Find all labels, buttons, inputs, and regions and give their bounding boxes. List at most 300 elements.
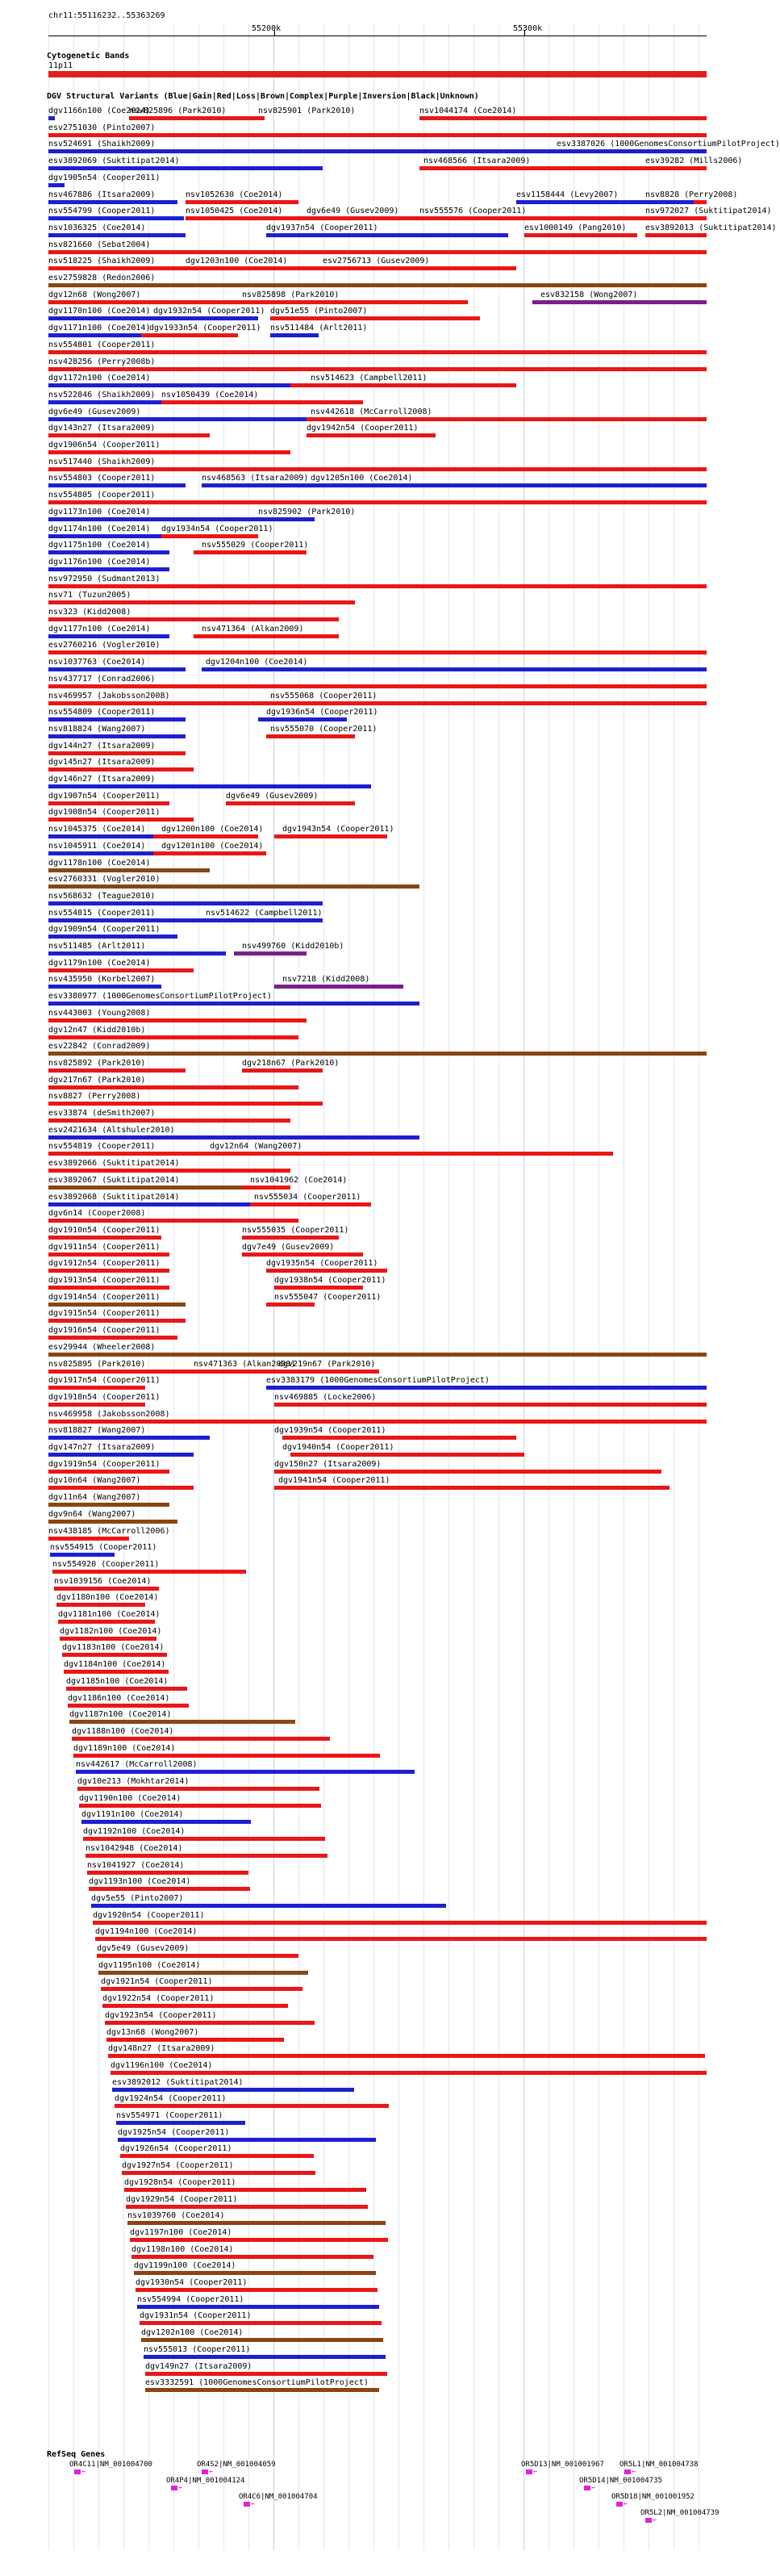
variant-label[interactable]: nsv442617 (McCarroll2008) [76, 1760, 198, 1770]
variant-label[interactable]: nsv1052630 (Coe2014) [186, 190, 283, 199]
variant-label[interactable]: dgv1928n54 (Cooper2011) [124, 2177, 236, 2187]
variant-bar-loss[interactable] [115, 2104, 389, 2108]
variant-label[interactable]: esv2421634 (Altshuler2010) [48, 1125, 175, 1135]
variant-bar-loss[interactable] [226, 801, 355, 805]
variant-label[interactable]: esv1158444 (Levy2007) [516, 190, 619, 199]
variant-bar-loss[interactable] [97, 1954, 298, 1958]
variant-bar-loss[interactable] [274, 834, 387, 838]
variant-label[interactable]: nsv825896 (Park2010) [129, 107, 227, 115]
variant-label[interactable]: dgv1906n54 (Cooper2011) [48, 441, 161, 450]
variant-label[interactable]: dgv5e55 (Pinto2007) [91, 1893, 184, 1903]
variant-bar-loss[interactable] [186, 1370, 274, 1374]
variant-label[interactable]: esv3892069 (Suktitipat2014) [48, 157, 180, 166]
variant-label[interactable]: dgv1927n54 (Cooper2011) [122, 2161, 234, 2171]
variant-label[interactable]: dgv5e49 (Gusev2009) [97, 1944, 190, 1953]
variant-bar-gain[interactable] [242, 149, 707, 153]
variant-label[interactable]: dgv1180n100 (Coe2014) [56, 1593, 159, 1603]
variant-bar-loss[interactable] [106, 2038, 284, 2042]
variant-bar-gain[interactable] [266, 233, 508, 237]
variant-label[interactable]: nsv972027 (Suktitipat2014) [645, 207, 772, 216]
variant-label[interactable]: esv832158 (Wong2007) [540, 290, 638, 299]
variant-bar-loss[interactable] [89, 1887, 250, 1891]
gene-label[interactable]: OR4P4|NM_001004124 [166, 2477, 245, 2485]
variant-label[interactable]: nsv1050425 (Coe2014) [186, 207, 283, 216]
gene-label[interactable]: OR5D18|NM_001001952 [611, 2493, 694, 2501]
gene-feature[interactable] [624, 2469, 631, 2474]
variant-label[interactable]: esv3892012 (Suktitipat2014) [112, 2077, 244, 2087]
variant-label[interactable]: nsv443003 (Young2008) [48, 1008, 151, 1018]
variant-label[interactable]: nsv1044174 (Coe2014) [419, 107, 517, 115]
variant-label[interactable]: dgv1937n54 (Cooper2011) [266, 223, 378, 232]
variant-label[interactable]: dgv148n27 (Itsara2009) [108, 2044, 215, 2054]
gene-feature[interactable] [526, 2469, 532, 2474]
variant-label[interactable]: dgv1205n100 (Coe2014) [311, 474, 413, 483]
variant-label[interactable]: nsv555576 (Cooper2011) [419, 207, 527, 216]
variant-bar-loss[interactable] [83, 1837, 325, 1841]
variant-bar-loss[interactable] [153, 851, 266, 855]
variant-label[interactable]: nsv554920 (Cooper2011) [52, 1559, 160, 1569]
variant-label[interactable]: dgv10e213 (Mokhtar2014) [77, 1777, 190, 1786]
variant-label[interactable]: nsv554971 (Cooper2011) [116, 2111, 223, 2120]
variant-label[interactable]: esv22842 (Conrad2009) [48, 1042, 151, 1052]
variant-bar-complex[interactable] [98, 1971, 308, 1975]
variant-label[interactable]: dgv150n27 (Itsara2009) [274, 1459, 382, 1469]
variant-label[interactable]: dgv1931n54 (Cooper2011) [140, 2311, 252, 2321]
variant-label[interactable]: dgv1917n54 (Cooper2011) [48, 1376, 161, 1386]
variant-bar-complex[interactable] [145, 2388, 379, 2392]
variant-label[interactable]: dgv51e55 (Pinto2007) [270, 307, 368, 316]
variant-label[interactable]: dgv1929n54 (Cooper2011) [126, 2194, 238, 2204]
variant-bar-gain[interactable] [48, 517, 258, 521]
variant-bar-loss[interactable] [48, 1018, 307, 1022]
variant-label[interactable]: dgv1201n100 (Coe2014) [161, 841, 264, 851]
variant-label[interactable]: nsv437717 (Conrad2006) [48, 674, 156, 684]
variant-bar-loss[interactable] [258, 116, 265, 120]
variant-bar-loss[interactable] [48, 1486, 194, 1490]
variant-label[interactable]: dgv1187n100 (Coe2014) [69, 1710, 172, 1720]
variant-label[interactable]: dgv1907n54 (Cooper2011) [48, 791, 161, 801]
variant-bar-loss[interactable] [48, 968, 194, 972]
variant-label[interactable]: dgv1925n54 (Cooper2011) [118, 2127, 230, 2137]
variant-bar-gain[interactable] [48, 985, 161, 989]
variant-bar-loss[interactable] [145, 2372, 387, 2376]
variant-bar-gain[interactable] [48, 734, 186, 738]
variant-label[interactable]: dgv1923n54 (Cooper2011) [105, 2010, 217, 2020]
variant-bar-gain[interactable] [48, 1135, 419, 1140]
variant-label[interactable]: dgv1181n100 (Coe2014) [58, 1610, 161, 1619]
variant-label[interactable]: esv2760216 (Vogler2010) [48, 641, 161, 650]
variant-bar-loss[interactable] [86, 1854, 327, 1858]
variant-label[interactable]: nsv1039760 (Coe2014) [127, 2211, 225, 2221]
variant-bar-gain[interactable] [48, 383, 290, 387]
variant-label[interactable]: nsv469958 (Jakobsson2008) [48, 1409, 170, 1419]
variant-bar-loss[interactable] [102, 2004, 288, 2008]
variant-label[interactable]: dgv1932n54 (Cooper2011) [153, 307, 265, 316]
variant-label[interactable]: nsv555034 (Cooper2011) [254, 1192, 361, 1202]
variant-label[interactable]: nsv825898 (Park2010) [242, 290, 340, 299]
variant-bar-loss[interactable] [48, 1537, 129, 1541]
gene-label[interactable]: OR4C6|NM_001004704 [239, 2493, 318, 2501]
variant-label[interactable]: dgv6e49 (Gusev2009) [48, 407, 141, 416]
gene-label[interactable]: OR4C11|NM_001004700 [69, 2461, 152, 2469]
variant-bar-gain[interactable] [81, 1820, 251, 1824]
variant-bar-loss[interactable] [48, 1102, 323, 1106]
variant-label[interactable]: dgv12n64 (Wang2007) [210, 1142, 302, 1152]
variant-label[interactable]: dgv1194n100 (Coe2014) [95, 1927, 198, 1937]
gene-feature[interactable] [616, 2502, 623, 2507]
variant-label[interactable]: nsv821660 (Sebat2004) [48, 240, 151, 249]
variant-label[interactable]: nsv1045911 (Coe2014) [48, 841, 146, 851]
variant-bar-loss[interactable] [274, 1403, 707, 1407]
variant-bar-loss[interactable] [290, 383, 516, 387]
variant-bar-gain[interactable] [76, 1770, 415, 1774]
variant-bar-loss[interactable] [108, 2054, 705, 2058]
variant-label[interactable]: nsv1037763 (Coe2014) [48, 658, 146, 667]
variant-bar-loss[interactable] [266, 1303, 315, 1307]
variant-label[interactable]: nsv438185 (McCarroll2006) [48, 1526, 170, 1536]
variant-label[interactable]: nsv517440 (Shaikh2009) [48, 457, 156, 466]
gene-feature[interactable] [202, 2469, 208, 2474]
gene-feature[interactable] [645, 2518, 652, 2523]
variant-label[interactable]: dgv1176n100 (Coe2014) [48, 557, 151, 567]
variant-bar-inversion[interactable] [234, 951, 307, 956]
variant-bar-loss[interactable] [48, 500, 707, 504]
variant-bar-loss[interactable] [48, 1336, 177, 1340]
variant-label[interactable]: dgv1183n100 (Coe2014) [62, 1643, 165, 1653]
variant-bar-gain[interactable] [258, 717, 347, 721]
variant-label[interactable]: nsv7218 (Kidd2008) [282, 975, 370, 985]
variant-label[interactable]: dgv1909n54 (Cooper2011) [48, 925, 161, 935]
variant-bar-gain[interactable] [48, 851, 153, 855]
variant-bar-complex[interactable] [48, 1520, 177, 1524]
variant-label[interactable]: dgv217n67 (Park2010) [48, 1075, 146, 1085]
variant-label[interactable]: nsv514622 (Campbell2011) [206, 908, 323, 918]
variant-label[interactable]: nsv471364 (Alkan2009) [202, 624, 304, 634]
variant-bar-loss[interactable] [419, 216, 661, 220]
variant-bar-gain[interactable] [48, 567, 169, 571]
variant-bar-gain[interactable] [516, 200, 707, 204]
variant-bar-loss[interactable] [274, 1286, 363, 1290]
variant-bar-loss[interactable] [242, 1068, 323, 1073]
variant-label[interactable]: dgv1930n54 (Cooper2011) [136, 2278, 248, 2287]
gene-feature[interactable] [171, 2486, 177, 2490]
variant-bar-gain[interactable] [266, 1386, 707, 1390]
variant-bar-complex[interactable] [127, 2221, 386, 2225]
gene-label[interactable]: OR5L2|NM_001004739 [640, 2509, 720, 2517]
variant-label[interactable]: nsv1036325 (Coe2014) [48, 223, 146, 232]
variant-label[interactable]: dgv1941n54 (Cooper2011) [278, 1476, 390, 1486]
variant-bar-loss[interactable] [266, 734, 355, 738]
variant-bar-loss[interactable] [290, 1453, 524, 1457]
variant-label[interactable]: nsv8827 (Perry2008) [48, 1092, 141, 1102]
variant-label[interactable]: dgv218n67 (Park2010) [242, 1058, 340, 1068]
variant-label[interactable]: nsv499760 (Kidd2010b) [242, 942, 344, 951]
variant-bar-loss[interactable] [48, 1386, 145, 1390]
variant-bar-gain[interactable] [137, 2305, 379, 2309]
variant-bar-loss[interactable] [79, 1804, 321, 1808]
variant-bar-gain[interactable] [144, 2355, 386, 2359]
variant-label[interactable]: dgv1913n54 (Cooper2011) [48, 1276, 161, 1285]
variant-label[interactable]: dgv6e49 (Gusev2009) [307, 207, 399, 216]
variant-bar-loss[interactable] [131, 2255, 373, 2259]
variant-label[interactable]: nsv524691 (Shaikh2009) [48, 140, 156, 149]
variant-label[interactable]: nsv554803 (Cooper2011) [48, 474, 156, 483]
variant-bar-loss[interactable] [126, 2205, 368, 2209]
variant-bar-loss[interactable] [48, 250, 707, 254]
variant-label[interactable]: nsv554801 (Cooper2011) [48, 340, 156, 349]
variant-label[interactable]: esv3332591 (1000GenomesConsortiumPilotProject) [145, 2378, 369, 2388]
variant-bar-complex[interactable] [48, 283, 707, 287]
variant-bar-loss[interactable] [202, 1152, 613, 1156]
variant-label[interactable]: esv3892067 (Suktitipat2014) [48, 1175, 180, 1185]
variant-label[interactable]: dgv1934n54 (Cooper2011) [161, 524, 273, 533]
variant-bar-loss[interactable] [194, 550, 307, 554]
variant-label[interactable]: dgv1940n54 (Cooper2011) [282, 1443, 394, 1452]
variant-bar-loss[interactable] [48, 133, 707, 137]
variant-label[interactable]: dgv10n64 (Wang2007) [48, 1476, 141, 1486]
variant-bar-complex[interactable] [134, 2271, 376, 2275]
variant-bar-gain[interactable] [48, 935, 177, 939]
variant-bar-loss[interactable] [48, 367, 707, 371]
variant-bar-loss[interactable] [62, 1653, 167, 1657]
variant-label[interactable]: esv1000149 (Pang2010) [524, 223, 627, 232]
variant-bar-complex[interactable] [48, 1303, 186, 1307]
variant-label[interactable]: dgv12n47 (Kidd2010b) [48, 1025, 146, 1035]
variant-bar-loss[interactable] [54, 1587, 159, 1591]
variant-label[interactable]: esv3892066 (Suktitipat2014) [48, 1159, 180, 1169]
variant-bar-loss[interactable] [250, 1202, 371, 1206]
variant-label[interactable]: dgv1184n100 (Coe2014) [64, 1660, 166, 1670]
gene-feature[interactable] [74, 2469, 81, 2474]
variant-bar-gain[interactable] [116, 2121, 245, 2125]
gene-feature[interactable] [584, 2486, 590, 2490]
variant-label[interactable]: esv3383179 (1000GenomesConsortiumPilotProject) [266, 1376, 490, 1386]
variant-label[interactable]: dgv1193n100 (Coe2014) [89, 1877, 191, 1887]
variant-label[interactable]: dgv1921n54 (Cooper2011) [101, 1977, 213, 1987]
variant-label[interactable]: dgv6n14 (Cooper2008) [48, 1209, 146, 1219]
variant-label[interactable]: dgv145n27 (Itsara2009) [48, 758, 156, 767]
variant-label[interactable]: dgv144n27 (Itsara2009) [48, 741, 156, 751]
variant-label[interactable]: dgv1170n100 (Coe2014) [48, 307, 151, 316]
variant-label[interactable]: nsv825892 (Park2010) [48, 1058, 146, 1068]
variant-bar-loss[interactable] [72, 1737, 330, 1741]
variant-label[interactable]: dgv1200n100 (Coe2014) [161, 825, 264, 834]
variant-bar-loss[interactable] [58, 1620, 155, 1624]
variant-label[interactable]: nsv825902 (Park2010) [258, 507, 356, 516]
gene-label[interactable]: OR4S2|NM_001004059 [197, 2461, 276, 2469]
variant-bar-loss[interactable] [77, 1787, 319, 1791]
variant-bar-loss[interactable] [48, 1470, 169, 1474]
variant-bar-loss[interactable] [73, 1754, 380, 1758]
variant-bar-loss[interactable] [48, 801, 169, 805]
variant-bar-loss[interactable] [48, 818, 194, 822]
variant-label[interactable]: nsv825901 (Park2010) [258, 107, 356, 115]
variant-bar-loss[interactable] [194, 634, 339, 638]
variant-bar-complex[interactable] [48, 1503, 169, 1507]
variant-bar-loss[interactable] [161, 534, 258, 538]
variant-bar-gain[interactable] [202, 667, 707, 671]
gene-label[interactable]: OR5D14|NM_001004735 [579, 2477, 662, 2485]
variant-bar-loss[interactable] [68, 1704, 189, 1708]
variant-bar-loss[interactable] [48, 684, 707, 688]
variant-bar-loss[interactable] [48, 1286, 169, 1290]
variant-bar-gain[interactable] [48, 784, 371, 788]
variant-bar-loss[interactable] [48, 1319, 186, 1323]
variant-bar-loss[interactable] [48, 600, 355, 604]
variant-label[interactable]: dgv1939n54 (Cooper2011) [274, 1426, 386, 1436]
variant-bar-gain[interactable] [48, 166, 323, 170]
variant-label[interactable]: nsv8828 (Perry2008) [645, 190, 738, 199]
gene-label[interactable]: OR5D13|NM_001001967 [521, 2461, 604, 2469]
variant-label[interactable]: nsv435950 (Korbel2007) [48, 975, 156, 985]
variant-bar-loss[interactable] [307, 417, 707, 421]
variant-label[interactable]: nsv468563 (Itsara2009) [202, 474, 309, 483]
variant-bar-loss[interactable] [186, 200, 298, 204]
variant-bar-loss[interactable] [186, 216, 307, 220]
variant-bar-loss[interactable] [242, 300, 468, 304]
variant-label[interactable]: dgv1186n100 (Coe2014) [68, 1693, 170, 1703]
variant-label[interactable]: dgv1920n54 (Cooper2011) [93, 1910, 205, 1920]
gene-label[interactable]: OR5L1|NM_001004738 [619, 2461, 699, 2469]
variant-bar-loss[interactable] [141, 333, 238, 337]
variant-label[interactable]: esv3892013 (Suktitipat2014) [645, 223, 777, 232]
variant-label[interactable]: nsv471363 (Alkan2009) [194, 1359, 296, 1369]
variant-bar-loss[interactable] [270, 316, 480, 320]
variant-label[interactable]: dgv7e49 (Gusev2009) [242, 1242, 335, 1252]
variant-bar-gain[interactable] [194, 918, 323, 922]
variant-label[interactable]: nsv442618 (McCarroll2008) [311, 407, 432, 416]
variant-label[interactable]: dgv1942n54 (Cooper2011) [307, 424, 419, 433]
variant-label[interactable]: nsv1042948 (Coe2014) [86, 1843, 183, 1853]
variant-bar-loss[interactable] [48, 617, 339, 621]
variant-bar-loss[interactable] [307, 216, 419, 220]
variant-label[interactable]: dgv1189n100 (Coe2014) [73, 1743, 176, 1753]
variant-bar-loss[interactable] [242, 1186, 290, 1190]
variant-label[interactable]: dgv1171n100 (Coe2014) [48, 324, 151, 333]
variant-bar-gain[interactable] [48, 901, 323, 905]
variant-bar-loss[interactable] [161, 400, 363, 404]
variant-label[interactable]: nsv554809 (Cooper2011) [48, 708, 156, 717]
variant-bar-gain[interactable] [145, 316, 258, 320]
variant-label[interactable]: nsv1039156 (Coe2014) [54, 1576, 152, 1586]
variant-bar-gain[interactable] [48, 1436, 210, 1440]
variant-bar-loss[interactable] [48, 1420, 707, 1424]
variant-bar-loss[interactable] [87, 1871, 248, 1875]
variant-label[interactable]: dgv1190n100 (Coe2014) [79, 1793, 181, 1803]
variant-label[interactable]: dgv149n27 (Itsara2009) [145, 2361, 252, 2371]
variant-label[interactable]: dgv1918n54 (Cooper2011) [48, 1392, 161, 1402]
variant-bar-loss[interactable] [120, 2154, 314, 2158]
variant-bar-gain[interactable] [48, 216, 184, 220]
variant-label[interactable]: dgv1195n100 (Coe2014) [98, 1960, 201, 1970]
variant-bar-gain[interactable] [118, 2138, 376, 2142]
gene-feature[interactable] [244, 2502, 250, 2507]
variant-label[interactable]: dgv1910n54 (Cooper2011) [48, 1225, 161, 1235]
variant-label[interactable]: dgv1203n100 (Coe2014) [186, 257, 288, 266]
variant-bar-inversion[interactable] [274, 985, 403, 989]
variant-label[interactable]: dgv1905n54 (Cooper2011) [48, 173, 161, 182]
variant-label[interactable]: dgv1908n54 (Cooper2011) [48, 808, 161, 818]
cytoband-11p11[interactable] [48, 71, 707, 77]
variant-label[interactable]: dgv1202n100 (Coe2014) [141, 2328, 244, 2338]
variant-bar-loss[interactable] [48, 751, 186, 755]
variant-bar-loss[interactable] [48, 1035, 298, 1039]
variant-bar-gain[interactable] [48, 116, 55, 120]
variant-bar-complex[interactable] [48, 1052, 707, 1056]
variant-label[interactable]: dgv1174n100 (Coe2014) [48, 524, 151, 533]
variant-label[interactable]: esv2756713 (Gusev2009) [323, 257, 430, 266]
variant-bar-loss[interactable] [140, 2321, 382, 2325]
variant-label[interactable]: esv3892068 (Suktitipat2014) [48, 1192, 180, 1202]
variant-bar-loss[interactable] [56, 1603, 145, 1607]
variant-bar-complex[interactable] [141, 2338, 383, 2342]
variant-label[interactable]: dgv1911n54 (Cooper2011) [48, 1242, 161, 1252]
variant-bar-gain[interactable] [48, 667, 186, 671]
variant-bar-gain[interactable] [48, 717, 186, 721]
variant-bar-gain[interactable] [48, 417, 307, 421]
variant-bar-loss[interactable] [48, 650, 707, 654]
variant-label[interactable]: esv39282 (Mills2006) [645, 157, 743, 166]
variant-label[interactable]: dgv1172n100 (Coe2014) [48, 374, 151, 383]
variant-bar-loss[interactable] [266, 701, 508, 705]
variant-label[interactable]: nsv555068 (Cooper2011) [270, 691, 377, 700]
variant-bar-loss[interactable] [48, 1403, 145, 1407]
variant-bar-loss[interactable] [101, 1987, 302, 1991]
variant-label[interactable]: dgv1912n54 (Cooper2011) [48, 1259, 161, 1269]
variant-label[interactable]: nsv555029 (Cooper2011) [202, 541, 309, 550]
variant-bar-loss[interactable] [105, 2021, 315, 2025]
variant-bar-gain[interactable] [48, 918, 194, 922]
variant-label[interactable]: nsv514623 (Campbell2011) [311, 374, 428, 383]
variant-label[interactable]: nsv818824 (Wang2007) [48, 724, 146, 734]
variant-bar-gain[interactable] [48, 1453, 194, 1457]
variant-label[interactable]: dgv1204n100 (Coe2014) [206, 658, 308, 667]
variant-label[interactable]: dgv1178n100 (Coe2014) [48, 858, 151, 868]
variant-label[interactable]: dgv1198n100 (Coe2014) [131, 2244, 234, 2254]
variant-bar-loss[interactable] [661, 216, 707, 220]
variant-bar-gain[interactable] [250, 517, 315, 521]
variant-label[interactable]: nsv469885 (Locke2006) [274, 1392, 377, 1402]
variant-bar-complex[interactable] [69, 1720, 295, 1724]
variant-label[interactable]: nsv522846 (Shaikh2009) [48, 390, 156, 399]
variant-bar-loss[interactable] [645, 233, 707, 237]
variant-label[interactable]: nsv554915 (Cooper2011) [50, 1543, 157, 1553]
variant-bar-loss[interactable] [48, 467, 707, 471]
variant-label[interactable]: dgv1191n100 (Coe2014) [81, 1810, 184, 1820]
variant-bar-loss[interactable] [186, 266, 323, 270]
variant-label[interactable]: nsv1050439 (Coe2014) [161, 390, 259, 399]
variant-bar-complex[interactable] [48, 1353, 707, 1357]
variant-label[interactable]: dgv1199n100 (Coe2014) [134, 2261, 236, 2271]
variant-bar-loss[interactable] [130, 2238, 388, 2242]
variant-label[interactable]: nsv468566 (Itsara2009) [423, 157, 531, 166]
variant-bar-loss[interactable] [274, 1370, 379, 1374]
variant-label[interactable]: nsv1041927 (Coe2014) [87, 1860, 185, 1870]
variant-bar-loss[interactable] [48, 266, 186, 270]
variant-label[interactable]: dgv1919n54 (Cooper2011) [48, 1459, 161, 1469]
variant-bar-inversion[interactable] [532, 300, 707, 304]
variant-bar-loss[interactable] [48, 584, 707, 588]
variant-bar-gain[interactable] [48, 183, 65, 187]
variant-label[interactable]: dgv1188n100 (Coe2014) [72, 1726, 174, 1736]
variant-bar-loss[interactable] [48, 350, 707, 354]
variant-label[interactable]: nsv554815 (Cooper2011) [48, 908, 156, 918]
variant-label[interactable]: dgv11n64 (Wang2007) [48, 1493, 141, 1503]
variant-label[interactable]: nsv428256 (Perry2008b) [48, 357, 156, 366]
variant-label[interactable]: dgv1197n100 (Coe2014) [130, 2227, 232, 2237]
variant-label[interactable]: esv2759828 (Redon2006) [48, 274, 156, 282]
variant-bar-loss[interactable] [136, 2288, 377, 2292]
